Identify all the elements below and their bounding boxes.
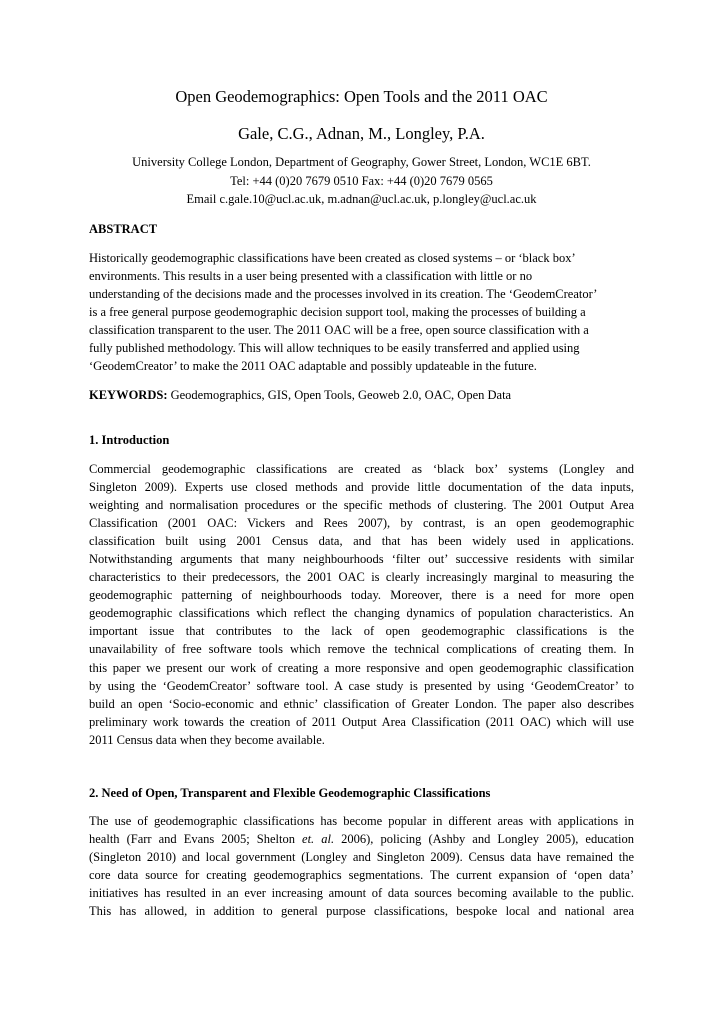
section-2-text: health (Farr and Evans 2005; Shelton <box>89 832 303 847</box>
section-1-line: weighting and normalisation procedures or the specific methods of clustering. The 2001 Output Area <box>89 498 634 513</box>
section-2-line: The use of geodemographic classifications has become popular in different areas with applications in <box>89 814 634 828</box>
section-1-line: geodemographic patterning of neighbourhoods today. Moreover, there is a need for more open <box>89 588 634 603</box>
contact-phone-line: Tel: +44 (0)20 7679 0510 Fax: +44 (0)20 7679 0565 <box>230 173 493 188</box>
section-1-line: Singleton 2009). Experts use closed methods and provide little documentation of the data inputs, <box>89 480 634 495</box>
section-1-line: classification built using 2001 Census data, and that has been widely used in applications. <box>89 534 634 549</box>
paper-authors: Gale, C.G., Adnan, M., Longley, P.A. <box>238 124 485 143</box>
section-1-line: this paper we present our work of creating a more responsive and open geodemographic classification <box>89 660 634 675</box>
section-2-italic-text: et. al. <box>302 832 335 847</box>
keywords-label: KEYWORDS: <box>89 388 168 402</box>
keywords-list: Geodemographics, GIS, Open Tools, Geoweb 2.0, OAC, Open Data <box>167 388 512 402</box>
section-2-text: 2006), policing (Ashby and Longley 2005), education <box>334 832 634 847</box>
section-1-line: build an open ‘Socio-economic and ethnic’ classification of Greater London. The paper also describes <box>89 696 634 711</box>
author-affiliation-block <box>89 153 634 209</box>
section-1-line: preliminary work towards the creation of 2011 Output Area Classification (2011 OAC) which will use <box>89 714 634 729</box>
section-2-line: initiatives has resulted in an ever increasing amount of data sources becoming available to the public. <box>89 886 634 901</box>
paper-title: Open Geodemographics: Open Tools and the 2011 OAC <box>175 87 548 106</box>
abstract-line: ‘GeodemCreator’ to make the 2011 OAC adaptable and possibly updateable in the future. <box>89 359 537 374</box>
section-1-line: 2011 Census data when they become available. <box>89 732 325 747</box>
section-1-line: unavailability of free software tools which remove the technical complications of creating them. In <box>89 642 634 657</box>
section-1-body <box>89 460 634 749</box>
section-1-line: by using the ‘GeodemCreator’ software tool. A case study is presented by using ‘GeodemCreator’ to <box>89 678 634 693</box>
section-2-body <box>89 812 634 920</box>
abstract-line: fully published methodology. This will allow techniques to be easily transferred and applied using <box>89 341 580 356</box>
section-2-line: (Singleton 2010) and local government (Longley and Singleton 2009). Census data have remained the <box>89 850 634 865</box>
abstract-body <box>89 249 634 375</box>
section-2-line: core data source for creating geodemographics segmentations. The current expansion of ‘open data’ <box>89 868 634 883</box>
section-1-line: characteristics to their predecessors, the 2001 OAC is clearly increasingly marginal to measuring the <box>89 570 634 585</box>
abstract-line: Historically geodemographic classifications have been created as closed systems – or ‘black box’ <box>89 251 576 265</box>
section-1-line: important issue that contributes to the lack of open geodemographic classifications is the <box>89 624 634 639</box>
contact-email-line: Email c.gale.10@ucl.ac.uk, m.adnan@ucl.ac.uk, p.longley@ucl.ac.uk <box>186 192 537 206</box>
abstract-line: classification transparent to the user. The 2011 OAC will be a free, open source classification with a <box>89 323 589 338</box>
section-1-heading: 1. Introduction <box>89 433 170 447</box>
section-2-heading: 2. Need of Open, Transparent and Flexible Geodemographic Classifications <box>89 786 491 800</box>
abstract-line: understanding of the decisions made and the processes involved in its creation. The ‘GeodemCreator’ <box>89 287 598 302</box>
abstract-line: is a free general purpose geodemographic decision support tool, making the processes of building a <box>89 305 586 320</box>
abstract-heading: ABSTRACT <box>89 222 158 236</box>
section-1-line: Classification (2001 OAC: Vickers and Rees 2007), by contrast, is an open geodemographic <box>89 516 634 531</box>
abstract-line: environments. This results in a user being presented with a classification with little or no <box>89 269 533 284</box>
section-2-line: This has allowed, in addition to general purpose classifications, bespoke local and national area <box>89 904 634 919</box>
keywords-line <box>89 386 511 404</box>
section-2-line <box>89 830 634 848</box>
affiliation-line: University College London, Department of Geography, Gower Street, London, WC1E 6BT. <box>132 155 591 169</box>
section-1-line: Notwithstanding arguments that many neighbourhoods ‘filter out’ successive residents with similar <box>89 552 634 567</box>
section-1-line: geodemographic classifications which reflect the changing dynamics of population characteristics. An <box>89 606 634 621</box>
section-1-line: Commercial geodemographic classifications are created as ‘black box’ systems (Longley and <box>89 462 634 476</box>
